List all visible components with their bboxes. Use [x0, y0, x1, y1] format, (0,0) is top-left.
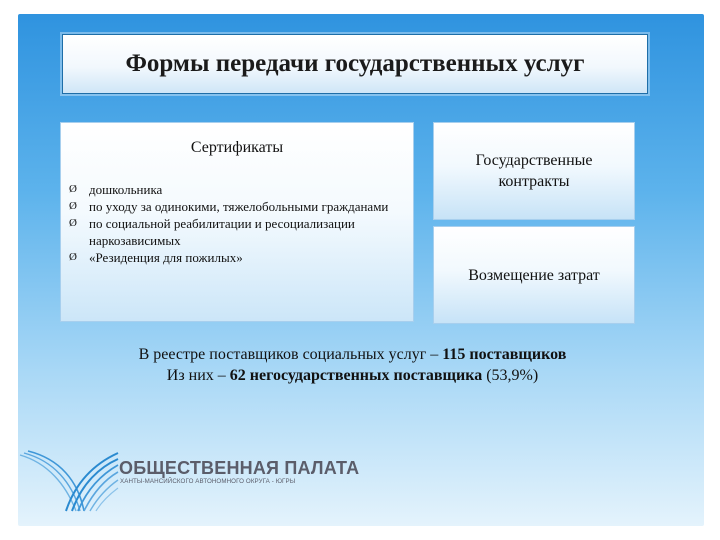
- list-item: Ø по социальной реабилитации и ресоциализации наркозависимых: [69, 216, 355, 248]
- page-title: Формы передачи государственных услуг: [125, 50, 585, 77]
- registry-line-1: В реестре поставщиков социальных услуг – 115 поставщиков: [138, 346, 567, 363]
- certificates-heading: Сертификаты: [190, 139, 284, 156]
- certificates-box: [60, 122, 414, 322]
- list-item: Ø дошкольника: [69, 182, 163, 197]
- arrow-bullet-icon: Ø: [69, 183, 77, 195]
- list-item: Ø по уходу за одинокими, тяжелобольными гражданами: [69, 199, 389, 214]
- arrow-bullet-icon: Ø: [69, 217, 77, 229]
- costs-label: Возмещение затрат: [468, 266, 600, 284]
- contracts-label: Государственные контракты: [475, 152, 593, 190]
- arrow-bullet-icon: Ø: [69, 251, 77, 263]
- logo-subtitle: ХАНТЫ-МАНСИЙСКОГО АВТОНОМНОГО ОКРУГА - ЮГРЫ: [120, 478, 296, 485]
- costs-box: [433, 226, 635, 324]
- title-box: [62, 34, 648, 94]
- contracts-box: [433, 122, 635, 220]
- registry-text: [60, 344, 645, 386]
- logo-name: ОБЩЕСТВЕННАЯ ПАЛАТА: [119, 458, 360, 478]
- arrow-bullet-icon: Ø: [69, 200, 77, 212]
- registry-line-2: Из них – 62 негосударственных поставщика (53,9%): [166, 367, 539, 384]
- list-item: Ø «Резиденция для пожилых»: [69, 250, 243, 265]
- certificates-list: [69, 181, 399, 266]
